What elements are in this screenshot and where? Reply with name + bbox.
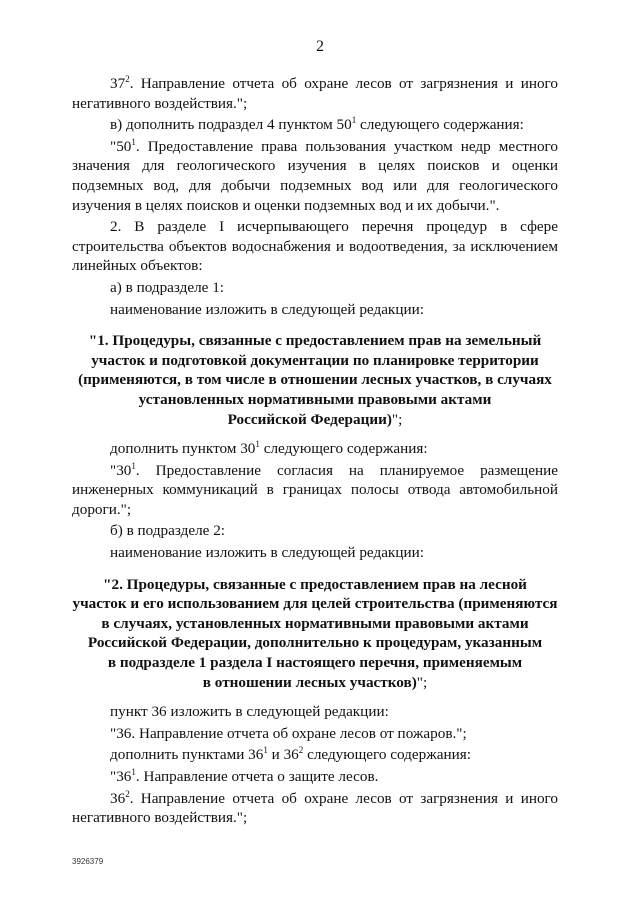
paragraph-add-36 <box>72 745 558 765</box>
paragraph-36-edit: пункт 36 изложить в следующей редакции: <box>110 703 389 721</box>
heading-line: "1. Процедуры, связанные с предоставлением прав на земельный <box>88 332 542 350</box>
paragraph-36: "36. Направление отчета об охране лесов от пожаров."; <box>110 724 467 742</box>
document-body <box>72 74 558 830</box>
heading-line: участок и его использованием для целей строительства (применяются <box>72 595 558 613</box>
heading-line: в подразделе 1 раздела I настоящего перечня, применяемым <box>107 654 523 672</box>
text-run: . Предоставление согласия на планируемое размещение инженерных коммуникаций в границах полосы отвода автомобильной дороги."; <box>72 461 558 518</box>
text-run: . Направление отчета об охране лесов от загрязнения и иного негативного воздействия."; <box>72 75 558 112</box>
paragraph-item-b: б) в подразделе 2: <box>110 522 226 540</box>
superscript: 1 <box>255 439 260 450</box>
text-run: "36 <box>110 768 132 785</box>
page-number: 2 <box>316 38 324 55</box>
text-run: "50 <box>110 137 132 155</box>
superscript: 1 <box>351 115 357 126</box>
heading-line: в случаях, установленных нормативными правовыми актами <box>101 614 529 632</box>
document-code: 3926379 <box>72 857 104 866</box>
text-run: . Направление отчета об охране лесов от загрязнения и иного негативного воздействия."; <box>72 789 558 827</box>
heading-line <box>72 673 558 693</box>
text-run: и 36 <box>267 746 299 764</box>
text-run: 37 <box>110 75 126 92</box>
heading-line: Российской Федерации, дополнительно к процедурам, указанным <box>87 634 543 652</box>
text-run: . Предоставление права пользования участком недр местного значения для геологического изучения в целях поисков и оценки подземных вод, для добычи подземных вод или для геологического изучения в целях поисков и оценки подземных вод и их добычи.". <box>72 137 558 214</box>
paragraph-37-2 <box>72 74 558 113</box>
paragraph-30-1 <box>72 461 558 520</box>
paragraph-add-30-1 <box>72 439 558 459</box>
heading-line: участок и подготовкой документации по планировке территории <box>91 351 539 369</box>
paragraph-50-1 <box>72 137 558 215</box>
text-run: дополнить пунктами 36 <box>110 746 264 764</box>
heading-line <box>72 410 558 430</box>
text-run: 36 <box>110 789 126 807</box>
superscript: 1 <box>131 767 136 777</box>
heading-line: установленных нормативными правовыми актами <box>138 390 492 408</box>
paragraph-name-edit-1: наименование изложить в следующей редакции: <box>110 300 424 318</box>
paragraph-36-2 <box>72 789 558 828</box>
heading-line: (применяются, в том числе в отношении лесных участков, в случаях <box>78 371 552 389</box>
superscript: 2 <box>125 74 130 84</box>
paragraph-item-v <box>72 115 558 135</box>
paragraph-name-edit-2: наименование изложить в следующей редакции: <box>110 544 424 562</box>
heading-procedures-2 <box>72 575 558 693</box>
paragraph-36-1 <box>72 767 558 787</box>
text-run: . Направление отчета о защите лесов. <box>135 768 379 785</box>
superscript: 1 <box>131 460 136 471</box>
paragraph-item-a: а) в подразделе 1: <box>110 278 225 296</box>
closing-quote: "; <box>391 410 403 428</box>
closing-quote: "; <box>416 673 428 691</box>
text-run: следующего содержания: <box>356 116 524 134</box>
text-run: следующего содержания: <box>303 746 471 764</box>
superscript: 1 <box>263 745 268 756</box>
superscript: 1 <box>131 136 136 147</box>
text-run: дополнить пунктом 30 <box>110 440 256 458</box>
text-run: в) дополнить подраздел 4 пунктом 50 <box>110 116 352 134</box>
text-run: следующего содержания: <box>259 440 428 458</box>
heading-procedures-1 <box>72 331 558 429</box>
heading-line: "2. Процедуры, связанные с предоставлением прав на лесной <box>103 575 527 593</box>
superscript: 2 <box>298 745 304 756</box>
text-run: "30 <box>110 461 132 479</box>
paragraph-section-2: 2. В разделе I исчерпывающего перечня процедур в сфере строительства объектов водоснабжения и водоотведения, за исключением линейных объектов: <box>72 218 558 275</box>
heading-text: в отношении лесных участков) <box>202 673 417 691</box>
heading-text: Российской Федерации) <box>227 410 392 428</box>
superscript: 2 <box>125 788 130 799</box>
